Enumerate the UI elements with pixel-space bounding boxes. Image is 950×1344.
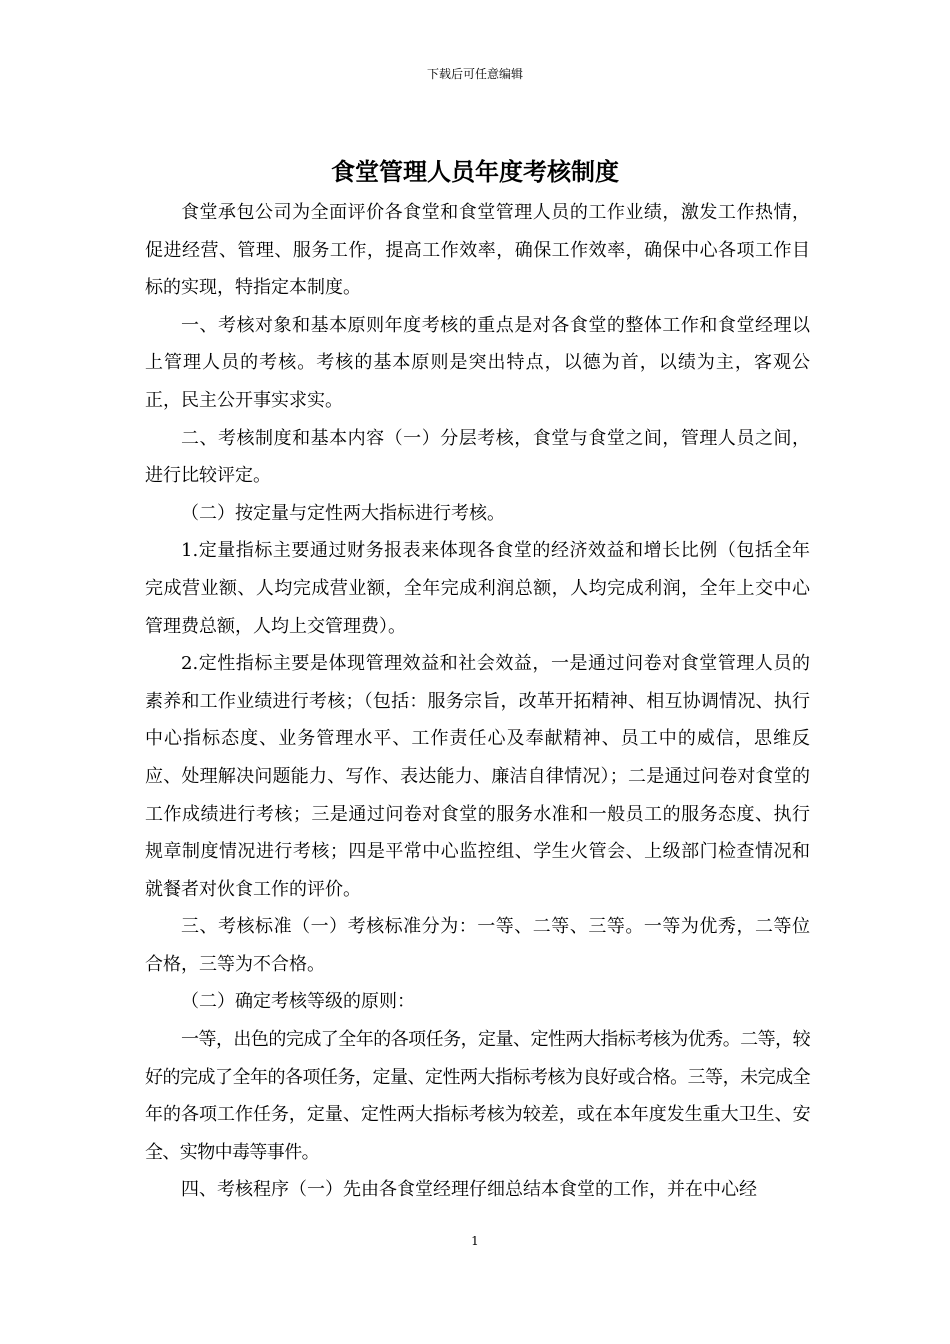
paragraph-section-3: 三、考核标准（一）考核标准分为：一等、二等、三等。一等为优秀，二等位合格，三等为不合格。 xyxy=(145,916,810,975)
paragraph-section-2: 二、考核制度和基本内容（一）分层考核，食堂与食堂之间，管理人员之间，进行比较评定。 xyxy=(145,427,810,487)
paragraph-section-2-item-2: （二）按定量与定性两大指标进行考核。 xyxy=(181,502,505,524)
paragraph-section-3-item-2: （二）确定考核等级的原则： xyxy=(181,991,415,1013)
paragraph-section-4: 四、考核程序（一）先由各食堂经理仔细总结本食堂的工作，并在中心经 xyxy=(181,1179,757,1201)
paragraph-section-1: 一、考核对象和基本原则年度考核的重点是对各食堂的整体工作和食堂经理以上管理人员的考核。考核的基本原则是突出特点，以德为首，以绩为主，客观公正，民主公开事实求实。 xyxy=(145,314,810,411)
document-body xyxy=(145,194,810,1209)
download-note: 下载后可任意编辑 xyxy=(426,67,523,81)
paragraph-quantitative-indicators: 1.定量指标主要通过财务报表来体现各食堂的经济效益和增长比例（包括全年完成营业额、人均完成营业额，全年完成利润总额，人均完成利润，全年上交中心管理费总额，人均上交管理费）。 xyxy=(145,540,810,637)
paragraph-grade-definitions: 一等，出色的完成了全年的各项任务，定量、定性两大指标考核为优秀。二等，较好的完成了全年的各项任务，定量、定性两大指标考核为良好或合格。三等，未完成全年的各项工作任务，定量、定性两大指标考核为较差，或在本年度发生重大卫生、安全、实物中毒等事件。 xyxy=(145,1029,810,1163)
page-number: 1 xyxy=(471,1234,479,1248)
paragraph-intro: 食堂承包公司为全面评价各食堂和食堂管理人员的工作业绩，激发工作热情，促进经营、管理、服务工作，提高工作效率，确保工作效率，确保中心各项工作目标的实现，特指定本制度。 xyxy=(145,202,810,299)
paragraph-qualitative-indicators: 2.定性指标主要是体现管理效益和社会效益，一是通过问卷对食堂管理人员的素养和工作业绩进行考核；（包括：服务宗旨，改革开拓精神、相互协调情况、执行中心指标态度、业务管理水平、工作责任心及奉献精神、员工中的威信，思维反应、处理解决问题能力、写作、表达能力、廉洁自律情况）；二是通过问卷对食堂的工作成绩进行考核；三是通过问卷对食堂的服务水准和一般员工的服务态度、执行规章制度情况进行考核；四是平常中心监控组、学生火管会、上级部门检查情况和就餐者对伙食工作的评价。 xyxy=(145,653,810,900)
document-title: 食堂管理人员年度考核制度 xyxy=(331,157,619,186)
